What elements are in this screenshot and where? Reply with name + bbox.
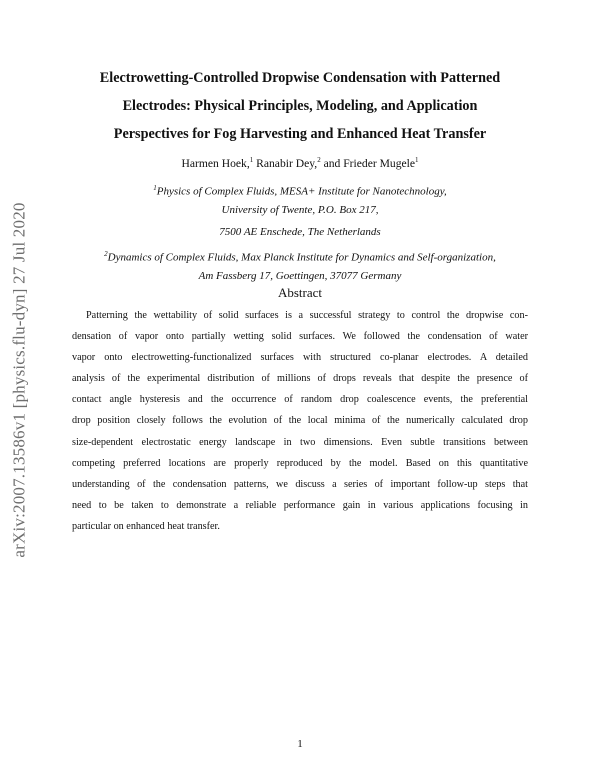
author-name: and Frieder Mugele	[323, 156, 416, 170]
arxiv-identifier-text: arXiv:2007.13586v1 [physics.flu-dyn] 27 Jul 2020	[10, 202, 29, 558]
affiliation-mark: 1	[249, 156, 254, 164]
abstract-line: competing preferred locations are properly reproduced by the model. Based on this quantitative	[72, 457, 528, 469]
abstract-heading: Abstract	[277, 285, 323, 300]
abstract-line: size-dependent electrostatic energy landscape in two dimensions. Even subtle transitions between	[72, 436, 528, 448]
affiliation-text: Am Fassberg 17, Goettingen, 37077 Germany	[198, 270, 402, 282]
affiliation-mark: 2	[104, 250, 108, 258]
abstract-line: drop position closely follows the evolution of the local minima of the numerically calculated drop	[72, 415, 528, 427]
affiliation-line	[40, 243, 560, 265]
arxiv-identifier-stamp	[8, 160, 32, 600]
abstract-body	[72, 305, 528, 537]
abstract-line: vapor onto electrowetting-functionalized surfaces with structured co-planar electrodes. A detailed	[72, 352, 528, 364]
affiliation-text: 7500 AE Enschede, The Netherlands	[219, 226, 381, 238]
abstract-line: understanding of the condensation patterns, we discuss a series of important follow-up steps that	[72, 478, 528, 490]
abstract-line: Patterning the wettability of solid surfaces is a successful strategy to control the dropwise con-	[86, 310, 528, 321]
abstract-line: analysis of the experimental distribution of millions of drops reveals that despite the presence of	[72, 373, 528, 385]
title-line: Perspectives for Fog Harvesting and Enhanced Heat Transfer	[113, 126, 487, 142]
affiliation-mark: 2	[317, 156, 321, 164]
affiliation-line	[40, 177, 560, 199]
affiliation-mark: 1	[415, 156, 419, 164]
abstract-line: particular on enhanced heat transfer.	[72, 520, 220, 532]
author-list	[40, 152, 560, 172]
affiliation-text: Physics of Complex Fluids, MESA+ Institute for Nanotechnology,	[156, 185, 447, 198]
page-number: 1	[297, 738, 303, 750]
abstract-line: need to be taken to demonstrate a reliable performance gain in various applications focusing in	[72, 499, 528, 511]
abstract-line: contact angle hysteresis and the occurrence of random drop coalescence events, the preferential	[72, 394, 528, 406]
title-line: Electrodes: Physical Principles, Modeling, and Application	[122, 98, 478, 114]
affiliation-line	[40, 221, 560, 243]
affiliation-text: University of Twente, P.O. Box 217,	[221, 204, 379, 216]
author-name: Harmen Hoek,	[181, 156, 250, 170]
affiliation-line	[40, 199, 560, 221]
title-line: Electrowetting-Controlled Dropwise Condensation with Patterned	[99, 70, 501, 86]
affiliation-list	[40, 177, 560, 287]
author-name: Ranabir Dey,	[256, 156, 318, 170]
abstract-line: densation of vapor onto partially wetting solid surfaces. We followed the condensation of water	[72, 331, 528, 343]
affiliation-mark: 1	[153, 184, 157, 192]
paper-title	[40, 64, 560, 148]
affiliation-text: Dynamics of Complex Fluids, Max Planck Institute for Dynamics and Self-organization,	[107, 251, 496, 264]
